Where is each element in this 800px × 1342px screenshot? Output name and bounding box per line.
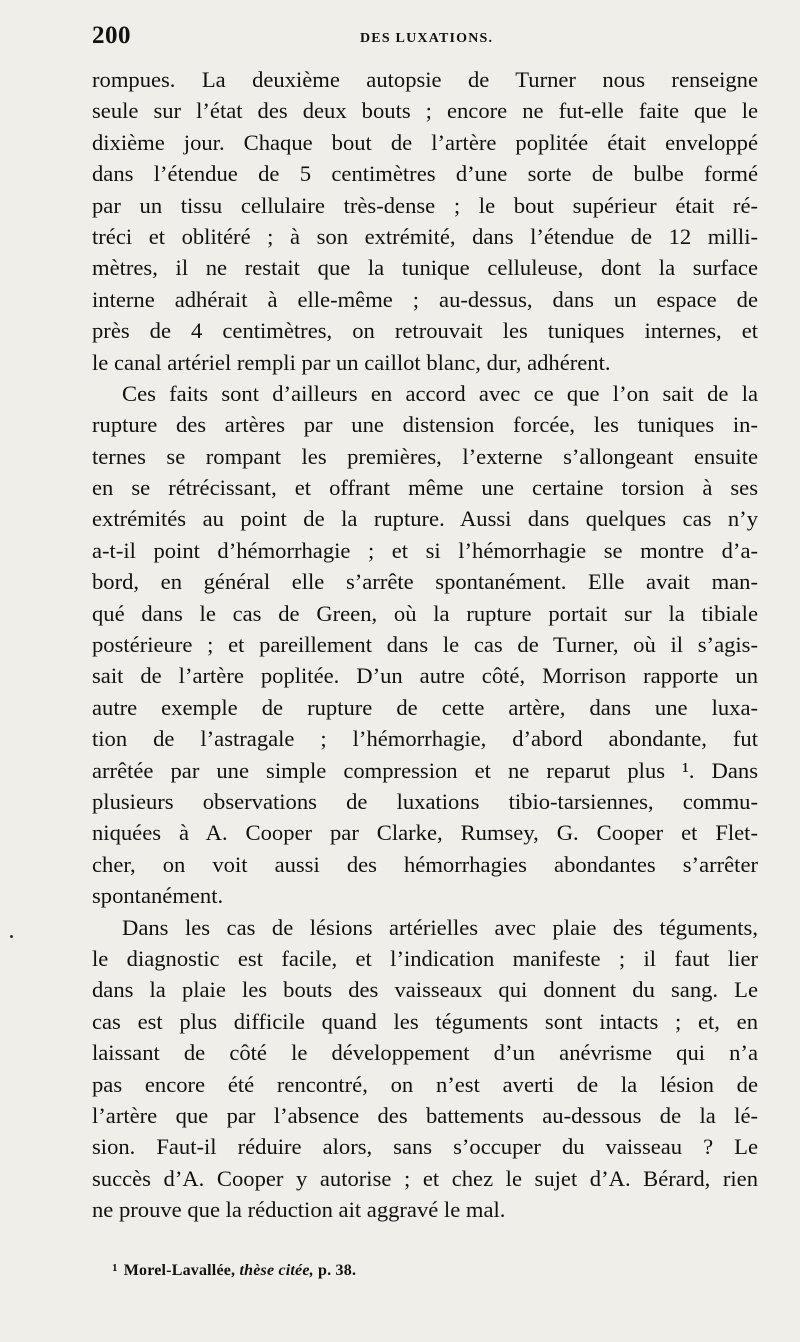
text-line: arrêtée par une simple compression et ne reparut plus ¹. Dans <box>92 757 758 783</box>
text-line: niquées à A. Cooper par Clarke, Rumsey, G. Cooper et Flet- <box>92 820 758 846</box>
text-line: spontanément. <box>92 883 224 909</box>
running-head: DES LUXATIONS. <box>360 31 494 46</box>
page-header <box>92 22 762 56</box>
text-line: dixième jour. Chaque bout de l’artère poplitée était enveloppé <box>92 129 758 155</box>
text-line: interne adhérait à elle-même ; au-dessus, dans un espace de <box>92 286 758 312</box>
text-line: près de 4 centimètres, on retrouvait les tuniques internes, et <box>92 318 758 344</box>
page-number: 200 <box>92 22 131 49</box>
text-line: bord, en général elle s’arrête spontanément. Elle avait man- <box>92 569 758 595</box>
footnote-author: Morel-Lavallée, <box>123 1262 236 1279</box>
text-line: ternes se rompant les premières, l’externe s’allongeant ensuite <box>92 443 758 469</box>
text-line: l’artère que par l’absence des battements au-dessous de la lé- <box>92 1102 758 1128</box>
text-line: en se rétrécissant, et offrant même une certaine torsion à ses <box>92 475 758 501</box>
text-line: autre exemple de rupture de cette artère, dans une luxa- <box>92 694 758 720</box>
text-line: rupture des artères par une distension forcée, les tuniques in- <box>92 412 758 438</box>
footnote-number: 1 <box>112 1262 118 1274</box>
paper-speck <box>10 935 13 938</box>
text-line: dans l’étendue de 5 centimètres d’une sorte de bulbe formé <box>92 161 758 187</box>
text-line: seule sur l’état des deux bouts ; encore ne fut-elle faite que le <box>92 98 758 124</box>
body-text <box>92 64 758 1225</box>
footnote-page: p. 38. <box>318 1262 357 1279</box>
text-line: dans la plaie les bouts des vaisseaux qui donnent du sang. Le <box>92 977 758 1003</box>
text-line: Ces faits sont d’ailleurs en accord avec ce que l’on sait de la <box>122 380 758 406</box>
text-line: plusieurs observations de luxations tibio-tarsiennes, commu- <box>92 788 758 814</box>
text-line: a-t-il point d’hémorrhagie ; et si l’hémorrhagie se montre d’a- <box>92 537 758 563</box>
text-line: Dans les cas de lésions artérielles avec plaie des téguments, <box>122 914 758 940</box>
text-line: pas encore été rencontré, on n’est averti de la lésion de <box>92 1071 758 1097</box>
text-line: le canal artériel rempli par un caillot blanc, dur, adhérent. <box>92 349 611 375</box>
footnote-work: thèse citée, <box>239 1262 314 1279</box>
text-line: tion de l’astragale ; l’hémorrhagie, d’abord abondante, fut <box>92 726 758 752</box>
text-line: qué dans le cas de Green, où la rupture portait sur la tibiale <box>92 600 758 626</box>
text-line: rompues. La deuxième autopsie de Turner nous renseigne <box>92 67 758 92</box>
text-line: postérieure ; et pareillement dans le cas de Turner, où il s’agis- <box>92 632 758 658</box>
footnote <box>112 1262 356 1280</box>
text-line: extrémités au point de la rupture. Aussi dans quelques cas n’y <box>92 506 758 532</box>
text-line: mètres, il ne restait que la tunique celluleuse, dont la surface <box>92 255 758 281</box>
text-line: ne prouve que la réduction ait aggravé le mal. <box>92 1197 506 1223</box>
text-line: le diagnostic est facile, et l’indication manifeste ; il faut lier <box>92 945 758 971</box>
text-line: sion. Faut-il réduire alors, sans s’occuper du vaisseau ? Le <box>92 1134 758 1160</box>
text-line: cher, on voit aussi des hémorrhagies abondantes s’arrêter <box>92 851 758 877</box>
text-line: sait de l’artère poplitée. D’un autre côté, Morrison rapporte un <box>92 663 758 689</box>
text-line: succès d’A. Cooper y autorise ; et chez le sujet d’A. Bérard, rien <box>92 1165 758 1191</box>
text-line: par un tissu cellulaire très-dense ; le bout supérieur était ré- <box>92 192 758 218</box>
text-line: tréci et oblitéré ; à son extrémité, dans l’étendue de 12 milli- <box>92 223 758 249</box>
text-line: cas est plus difficile quand les téguments sont intacts ; et, en <box>92 1008 758 1034</box>
text-line: laissant de côté le développement d’un anévrisme qui n’a <box>92 1040 758 1066</box>
